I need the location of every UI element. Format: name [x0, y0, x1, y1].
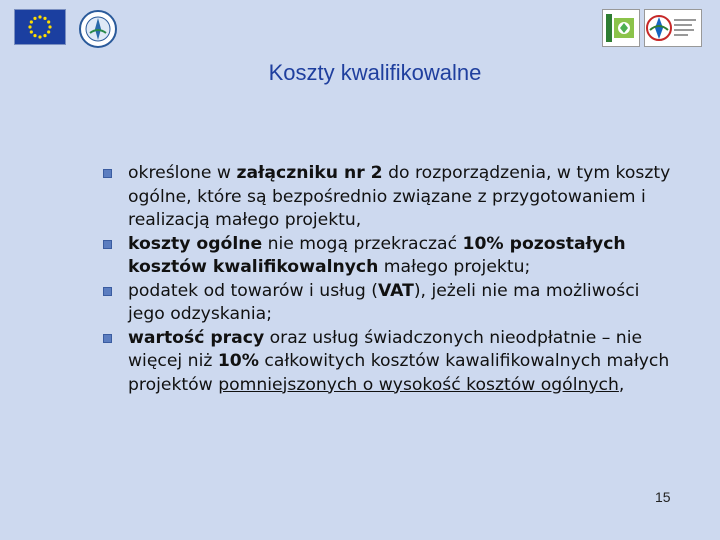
bullet-item — [100, 233, 680, 280]
eu-star-icon — [38, 15, 41, 18]
bullet-text-segment: VAT — [378, 280, 414, 301]
eu-star-icon — [43, 17, 46, 20]
bullet-text-segment: koszty ogólne — [128, 233, 263, 254]
bullet-text-segment: małego projektu; — [378, 257, 531, 277]
bullet-square-icon — [103, 334, 112, 343]
eu-flag-icon — [14, 9, 66, 45]
local-action-group-logo — [78, 9, 118, 49]
bullet-text-segment: podatek od towarów i usług ( — [128, 280, 378, 301]
bullet-text-segment: całkowitych kosztów kawalifikowalnych małych projektów — [128, 351, 670, 395]
eu-star-icon — [38, 35, 41, 38]
bullet-square-icon — [103, 287, 112, 296]
bullet-square-icon — [103, 169, 112, 178]
eu-star-icon — [33, 17, 36, 20]
bullet-text-segment: ), jeżeli nie ma możliwości jego odzyskania; — [128, 280, 640, 324]
leader-logo — [602, 9, 640, 47]
bullet-text-segment: 10% — [217, 351, 259, 371]
eu-star-icon — [43, 34, 46, 37]
eu-star-icon — [30, 30, 33, 33]
bullet-text-segment: 10% pozostałych kosztów kwalifikowalnych — [128, 233, 626, 277]
bullet-square-icon — [103, 240, 112, 249]
bullet-text-segment: do rozporządzenia, w tym koszty ogólne, które są bezpośrednio związane z przygotowaniem i realizacją małego projektu, — [128, 163, 671, 230]
bullet-list — [100, 162, 680, 397]
bullet-text-segment: oraz usług świadczonych nieodpłatnie – nie więcej niż — [128, 327, 643, 371]
bullet-text-segment: załączniku nr 2 — [236, 163, 383, 183]
page-number: 15 — [655, 489, 671, 505]
eu-star-icon — [47, 20, 50, 23]
bullet-text-segment: , — [618, 374, 625, 395]
eu-star-icon — [28, 25, 31, 28]
eu-star-icon — [30, 20, 33, 23]
eu-star-icon — [47, 30, 50, 33]
eu-star-icon — [33, 34, 36, 37]
bullet-text-segment: wartość pracy — [128, 327, 265, 348]
slide-title: Koszty kwalifikowalne — [268, 60, 482, 85]
eu-star-icon — [48, 25, 51, 28]
prow-logo — [644, 9, 702, 47]
bullet-text-segment: nie mogą przekraczać — [262, 233, 463, 254]
bullet-text-segment: określone w — [128, 163, 237, 183]
bullet-item — [100, 280, 680, 327]
bullet-item — [100, 162, 680, 233]
bullet-text-segment: pomniejszonych o wysokość kosztów ogólnych — [218, 374, 619, 395]
bullet-item — [100, 327, 680, 398]
